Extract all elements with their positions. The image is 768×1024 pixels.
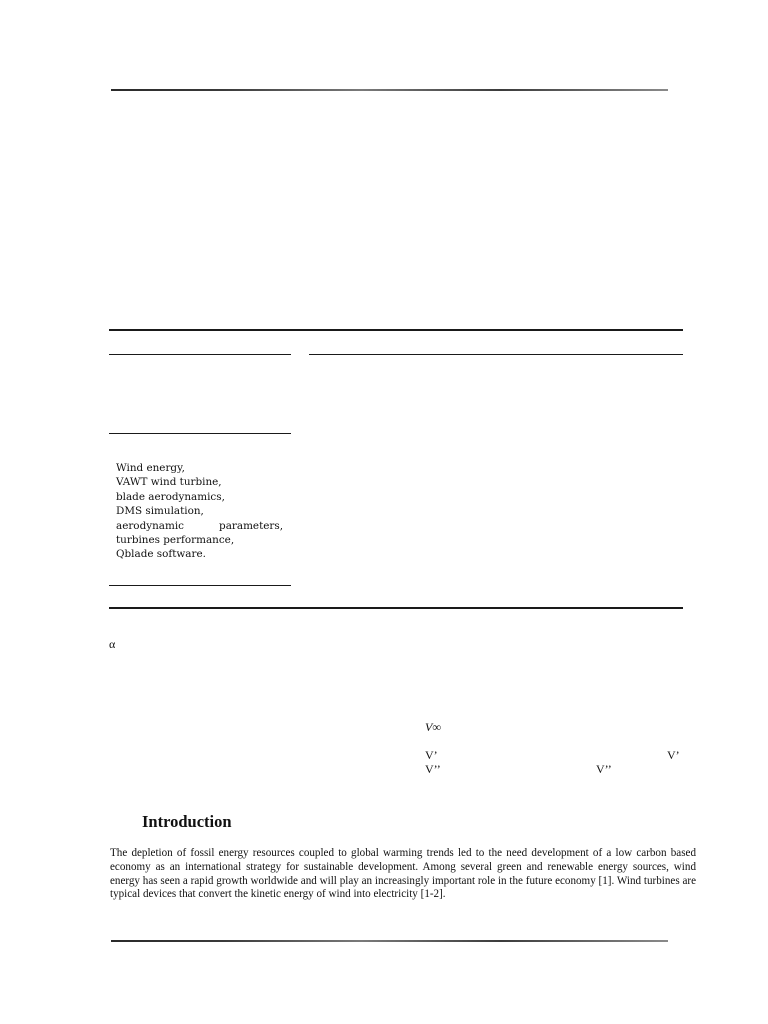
keyword: aerodynamic parameters, [116,519,283,532]
keyword: Wind energy, [116,462,185,474]
keyword: DMS simulation, [116,505,204,518]
keywords-top-rule [109,433,291,434]
header-rule [111,89,668,91]
info-box-top-rule [109,329,683,331]
v-double-prime-symbol: V’’ [425,762,441,776]
v-prime-symbol: V’ [667,748,680,762]
keywords-list [116,461,283,562]
abstract-rule [309,354,683,355]
v-infinity-symbol: V∞ [425,720,441,734]
v-prime-symbol: V’ [425,748,438,762]
keyword: Qblade software. [116,548,206,561]
v-double-prime-symbol: V’’ [596,762,612,776]
keyword: VAWT wind turbine, [116,476,222,489]
introduction-heading: Introduction [142,812,232,831]
introduction-paragraph: The depletion of fossil energy resources coupled to global warming trends led to the need development of a low carbon based economy as an international strategy for sustainable development. Among several green and renewable energy sources, wind energy has seen a rapid growth worldwide and will play an increasingly important role in the future economy [1]. Wind turbines are typical devices that convert the kinetic energy of wind into electricity [1-2]. [110,847,696,901]
info-box-bottom-rule [109,607,683,609]
keywords-bottom-rule [109,585,291,586]
alpha-symbol: α [109,637,116,651]
keyword: blade aerodynamics, [116,490,225,503]
article-info-rule [109,354,291,355]
footer-rule [111,940,668,942]
keyword: turbines performance, [116,534,235,547]
